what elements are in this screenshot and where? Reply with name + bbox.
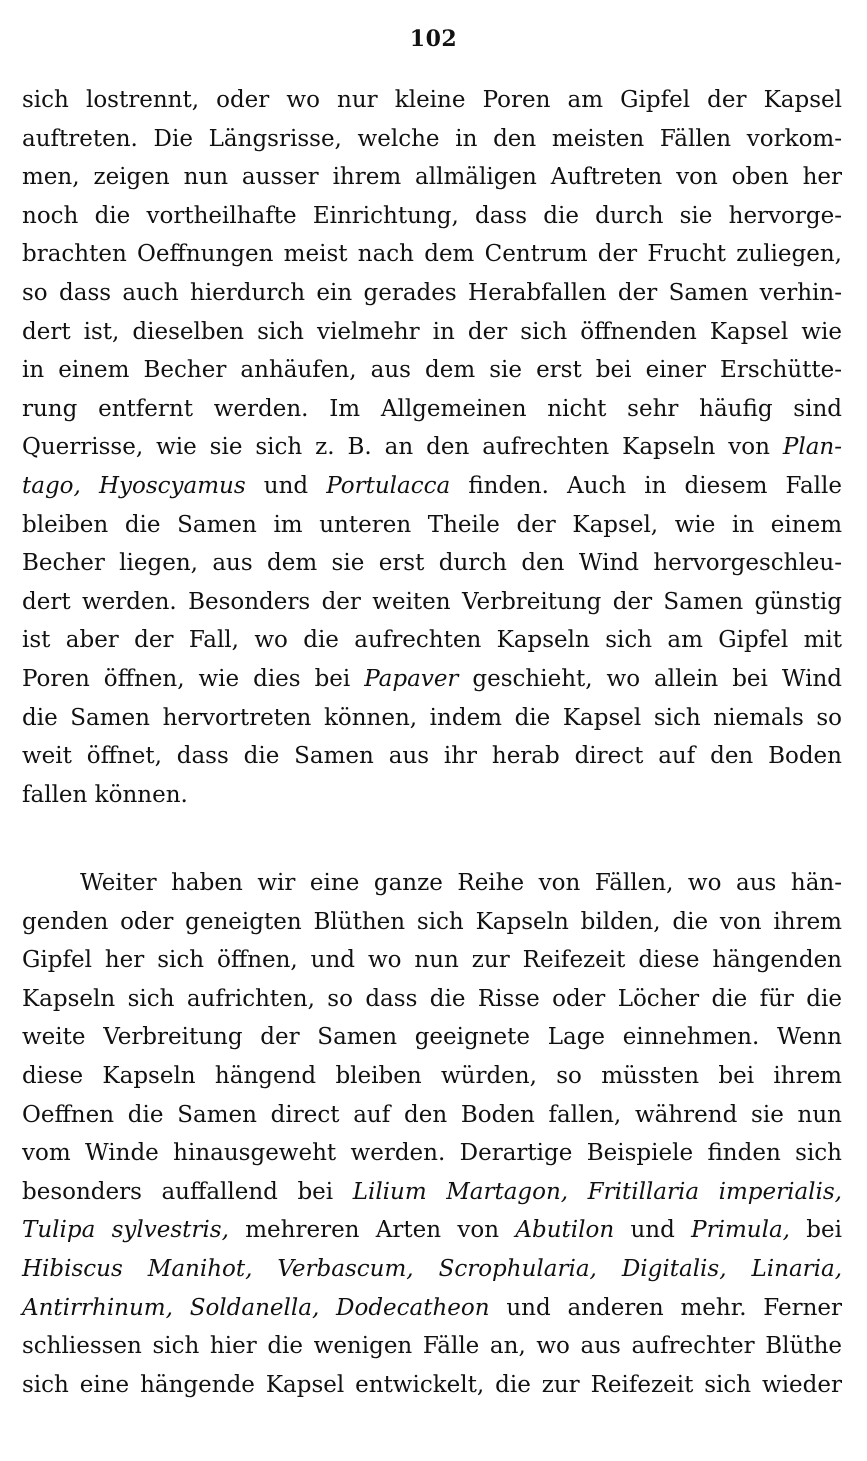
text-line: ist aber der Fall, wo die aufrechten Kapseln sich am Gipfel mit <box>22 627 842 654</box>
text-line: men, zeigen nun ausser ihrem allmäligen Auftreten von oben her <box>22 164 842 191</box>
text-line: schliessen sich hier die wenigen Fälle an, wo aus aufrechter Blüthe <box>22 1333 842 1360</box>
text-line: brachten Oeffnungen meist nach dem Centrum der Frucht zuliegen, <box>22 241 842 268</box>
species-name: Tulipa sylvestris, <box>22 1217 229 1244</box>
text-line: so dass auch hierdurch ein gerades Herabfallen der Samen verhin- <box>22 279 842 306</box>
text-line: die Samen hervortreten können, indem die Kapsel sich niemals so <box>22 704 842 731</box>
text-line <box>22 1250 842 1289</box>
text-line: weite Verbreitung der Samen geeignete Lage einnehmen. Wenn <box>22 1024 842 1051</box>
species-name: Verbascum, <box>277 1255 414 1282</box>
species-name: Plan- <box>782 434 842 461</box>
paragraph-1 <box>22 81 842 814</box>
text-line: Antirrhinum, Soldanella, Dodecatheon und anderen mehr. Ferner <box>22 1294 842 1321</box>
text-line: diese Kapseln hängend bleiben würden, so müssten bei ihrem <box>22 1062 842 1089</box>
text-line: Weiter haben wir eine ganze Reihe von Fällen, wo aus hän- <box>80 870 842 896</box>
text-line: Kapseln sich aufrichten, so dass die Risse oder Löcher die für die <box>22 985 842 1012</box>
species-name: tago, <box>22 472 81 499</box>
species-name: Dodecatheon <box>336 1294 490 1321</box>
text-line: auftreten. Die Längsrisse, welche in den meisten Fällen vorkom- <box>22 125 842 152</box>
species-name: Fritillaria imperialis, <box>587 1178 842 1205</box>
text-line: rung entfernt werden. Im Allgemeinen nicht sehr häufig sind <box>22 395 842 422</box>
text-line: dert ist, dieselben sich vielmehr in der sich öffnenden Kapsel wie <box>22 318 842 345</box>
text-line: sich lostrennt, oder wo nur kleine Poren am Gipfel der Kapsel <box>22 87 842 113</box>
text-line: Gipfel her sich öffnen, und wo nun zur Reifezeit diese hängenden <box>22 947 842 974</box>
species-name: Soldanella, <box>189 1294 320 1321</box>
species-name: Abutilon <box>515 1217 615 1244</box>
species-name: Hyoscyamus <box>98 472 246 499</box>
paragraph-2 <box>22 864 842 1404</box>
text-line: sich eine hängende Kapsel entwickelt, die zur Reifezeit sich wieder <box>22 1371 842 1398</box>
text-line: besonders auffallend bei Lilium Martagon, Fritillaria imperialis, <box>22 1178 842 1205</box>
species-name: Hibiscus Manihot, <box>22 1255 253 1282</box>
text-line: dert werden. Besonders der weiten Verbreitung der Samen günstig <box>22 588 842 615</box>
text-line: Becher liegen, aus dem sie erst durch den Wind hervorgeschleu- <box>22 550 842 577</box>
species-name: Scrophularia, <box>438 1255 597 1282</box>
text-line: Tulipa sylvestris, mehreren Arten von Abutilon und Primula, bei <box>22 1217 842 1244</box>
species-name: Lilium Martagon, <box>352 1178 569 1205</box>
text-line: weit öffnet, dass die Samen aus ihr herab direct auf den Boden <box>22 743 842 770</box>
page-number: 102 <box>409 26 458 52</box>
text-line: tago, Hyoscyamus und Portulacca finden. Auch in diesem Falle <box>22 472 842 499</box>
text-line: noch die vortheilhafte Einrichtung, dass die durch sie hervorge- <box>22 202 842 229</box>
species-name: Primula, <box>691 1217 790 1244</box>
text-line: genden oder geneigten Blüthen sich Kapseln bilden, die von ihrem <box>22 908 842 935</box>
text-line: bleiben die Samen im unteren Theile der Kapsel, wie in einem <box>22 511 842 538</box>
species-name: Papaver <box>364 665 459 692</box>
species-name: Antirrhinum, <box>22 1294 173 1321</box>
text-line: Poren öffnen, wie dies bei Papaver geschieht, wo allein bei Wind <box>22 665 842 692</box>
text-line: Oeffnen die Samen direct auf den Boden fallen, während sie nun <box>22 1101 842 1128</box>
text-line: vom Winde hinausgeweht werden. Derartige Beispiele finden sich <box>22 1140 842 1167</box>
text-line: in einem Becher anhäufen, aus dem sie erst bei einer Erschütte- <box>22 357 842 384</box>
text-line: fallen können. <box>22 781 188 808</box>
species-name: Linaria, <box>751 1255 843 1282</box>
species-name: Portulacca <box>326 472 451 499</box>
text-line: Querrisse, wie sie sich z. B. an den aufrechten Kapseln von Plan- <box>22 434 842 461</box>
species-name: Digitalis, <box>621 1255 727 1282</box>
